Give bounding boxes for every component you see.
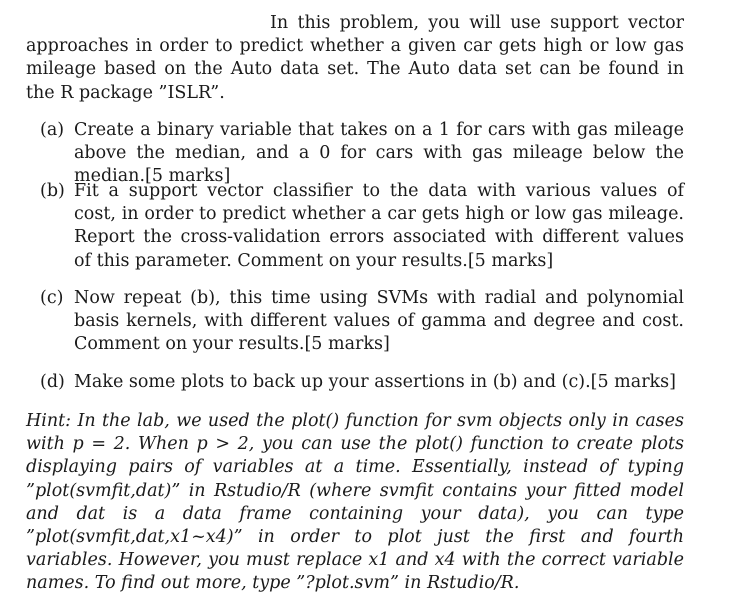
item-label: (b) [40,181,65,201]
question-item-a [40,119,684,189]
question-item-b [40,180,684,273]
hint-paragraph: Hint: In the lab, we used the plot() function for svm objects only in cases with p = 2. When p > 2, you can use the plot() function to create plots displaying pairs of variables at a time. Essentially, instead of typing ”plot(svmfit,dat)” in Rstudio/R (where svmfit contains your fitted model and dat is a data frame containing your data), you can type ”plot(svmfit,dat,x1~x4)” in order to plot just the first and fourth variables. However, you must replace x1 and x4 with the correct variable names. To find out more, type ”?plot.svm” in Rstudio/R. [26,411,684,594]
item-label: (c) [40,288,64,308]
item-text: Make some plots to back up your assertions in (b) and (c).[5 marks] [74,372,676,392]
problem-intro: In this problem, you will use support vector approaches in order to predict whether a given car gets high or low gas mileage based on the Auto data set. The Auto data set can be found in the R package ”ISLR”. [26,13,684,103]
item-label: (a) [40,120,65,140]
item-text: Fit a support vector classifier to the data with various values of cost, in order to predict whether a car gets high or low gas mileage. Report the cross-validation errors associated with different values of this parameter. Comment on your results.[5 marks] [74,181,684,271]
item-label: (d) [40,372,65,392]
question-item-d [40,371,684,394]
item-text: Now repeat (b), this time using SVMs with radial and polynomial basis kernels, with different values of gamma and degree and cost. Comment on your results.[5 marks] [74,288,684,355]
question-item-c [40,287,684,357]
item-text: Create a binary variable that takes on a 1 for cars with gas mileage above the median, and a 0 for cars with gas mileage below the median.[5 marks] [74,120,684,187]
